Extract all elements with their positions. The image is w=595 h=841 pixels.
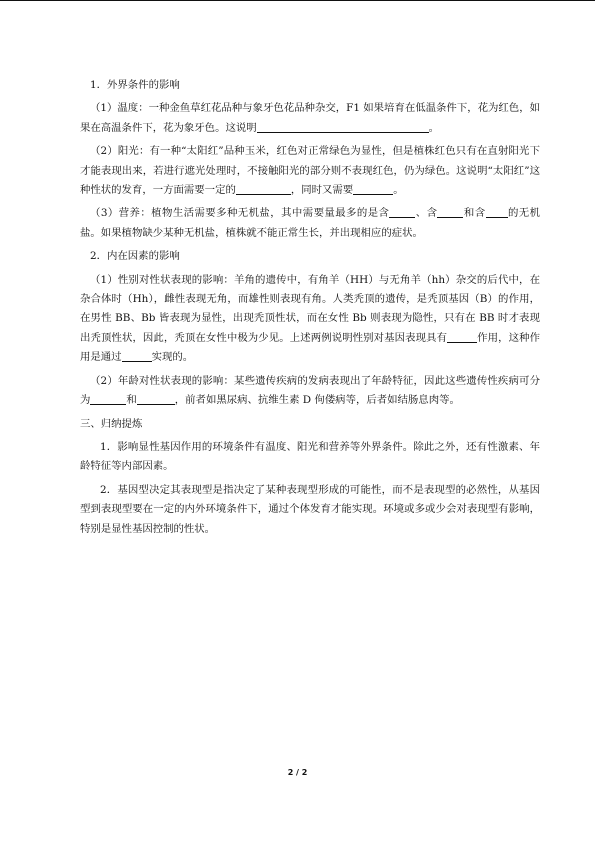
light-end: 。 xyxy=(393,184,404,197)
top-rule xyxy=(0,0,595,1)
page-number: 2 / 2 xyxy=(287,768,308,777)
section-title-external: 1．外界条件的影响 xyxy=(90,79,180,91)
blank-light-1[interactable] xyxy=(236,182,291,195)
summary-point-1: 1．影响显性基因作用的环境条件有温度、阳光和营养等外界条件。除此之外，还有性激素、年龄特征等内部因素。 xyxy=(80,440,540,473)
blank-nutrition-3[interactable] xyxy=(486,205,508,218)
temperature-end: 。 xyxy=(428,121,440,134)
paragraph-temperature xyxy=(80,99,540,138)
age-text: （2）年龄对性状表现的影响：某些遗传疾病的发病表现出了年龄特征，因此这些遗传性疾病可分为 xyxy=(80,374,540,407)
sex-end: 实现的。 xyxy=(151,351,194,364)
blank-sex-2[interactable] xyxy=(122,349,152,362)
nutrition-sep1: 、含 xyxy=(415,207,438,220)
blank-temperature[interactable] xyxy=(257,120,429,133)
blank-light-2[interactable] xyxy=(353,182,393,195)
blank-sex-1[interactable] xyxy=(447,330,477,343)
document-body xyxy=(80,74,540,543)
paragraph-sex xyxy=(80,271,540,368)
sex-mid-text: 作用，这种作用是通过 xyxy=(80,331,541,364)
age-end: ，前者如黑尿病、抗维生素 D 佝偻病等，后者如结肠息肉等。 xyxy=(174,394,460,407)
nutrition-end: 的无机盐。如果植物缺少某种无机盐，植株就不能正常生长，并出现相应的症状。 xyxy=(80,207,541,239)
summary-point-2: 2．基因型决定其表现型是指决定了某种表现型形成的可能性，而不是表现型的必然性，从基因型到表现型要在一定的内外环境条件下，通过个体发育才能实现。环境或多或少会对表现型有影响，特别是显性基因控制的性状。 xyxy=(80,483,540,535)
blank-nutrition-1[interactable] xyxy=(389,205,415,218)
nutrition-sep2: 和含 xyxy=(463,207,486,220)
paragraph-nutrition xyxy=(80,204,540,243)
section-title-summary: 三、归纳提炼 xyxy=(80,417,143,430)
light-mid-text: ，同时又需要 xyxy=(290,184,354,197)
sex-text: （1）性别对性状表现的影响：羊角的遗传中，有角羊（HH）与无角羊（hh）杂交的后代中，在杂合体时（Hh），雌性表现无角，而雄性则表现有角。人类秃顶的遗传，是秃顶基因（B）的作用，在男性 BB、Bb 皆表现为显性，出现秃顶性状，而在女性 Bb 则表现为隐性，只有在 BB 时才表现出秃顶性状，因此，秃顶在女性中极为少见。上述两例说明性别对基因表现具有 xyxy=(80,273,540,344)
nutrition-text: （3）营养：植物生活需要多种无机盐，其中需要量最多的是含 xyxy=(90,207,390,220)
paragraph-light xyxy=(80,142,540,200)
blank-age-1[interactable] xyxy=(90,392,126,405)
paragraph-age xyxy=(80,372,540,411)
blank-nutrition-2[interactable] xyxy=(437,205,463,218)
age-mid-text: 和 xyxy=(126,394,137,407)
temperature-text: （1）温度：一种金鱼草红花品种与象牙色花品种杂交，F1 如果培育在低温条件下，花为红色，如果在高温条件下，花为象牙色。这说明 xyxy=(80,102,540,134)
section-title-internal: 2．内在因素的影响 xyxy=(90,250,180,263)
blank-age-2[interactable] xyxy=(137,392,175,405)
light-text: （2）阳光：有一种“太阳红”品种玉米，红色对正常绿色为显性，但是植株红色只有在直射阳光下才能表现出来，若进行遮光处理时，不接触阳光的部分则不表现红色，仍为绿色。这说明“太阳红”这种性状的发育，一方面需要一定的 xyxy=(80,145,540,197)
